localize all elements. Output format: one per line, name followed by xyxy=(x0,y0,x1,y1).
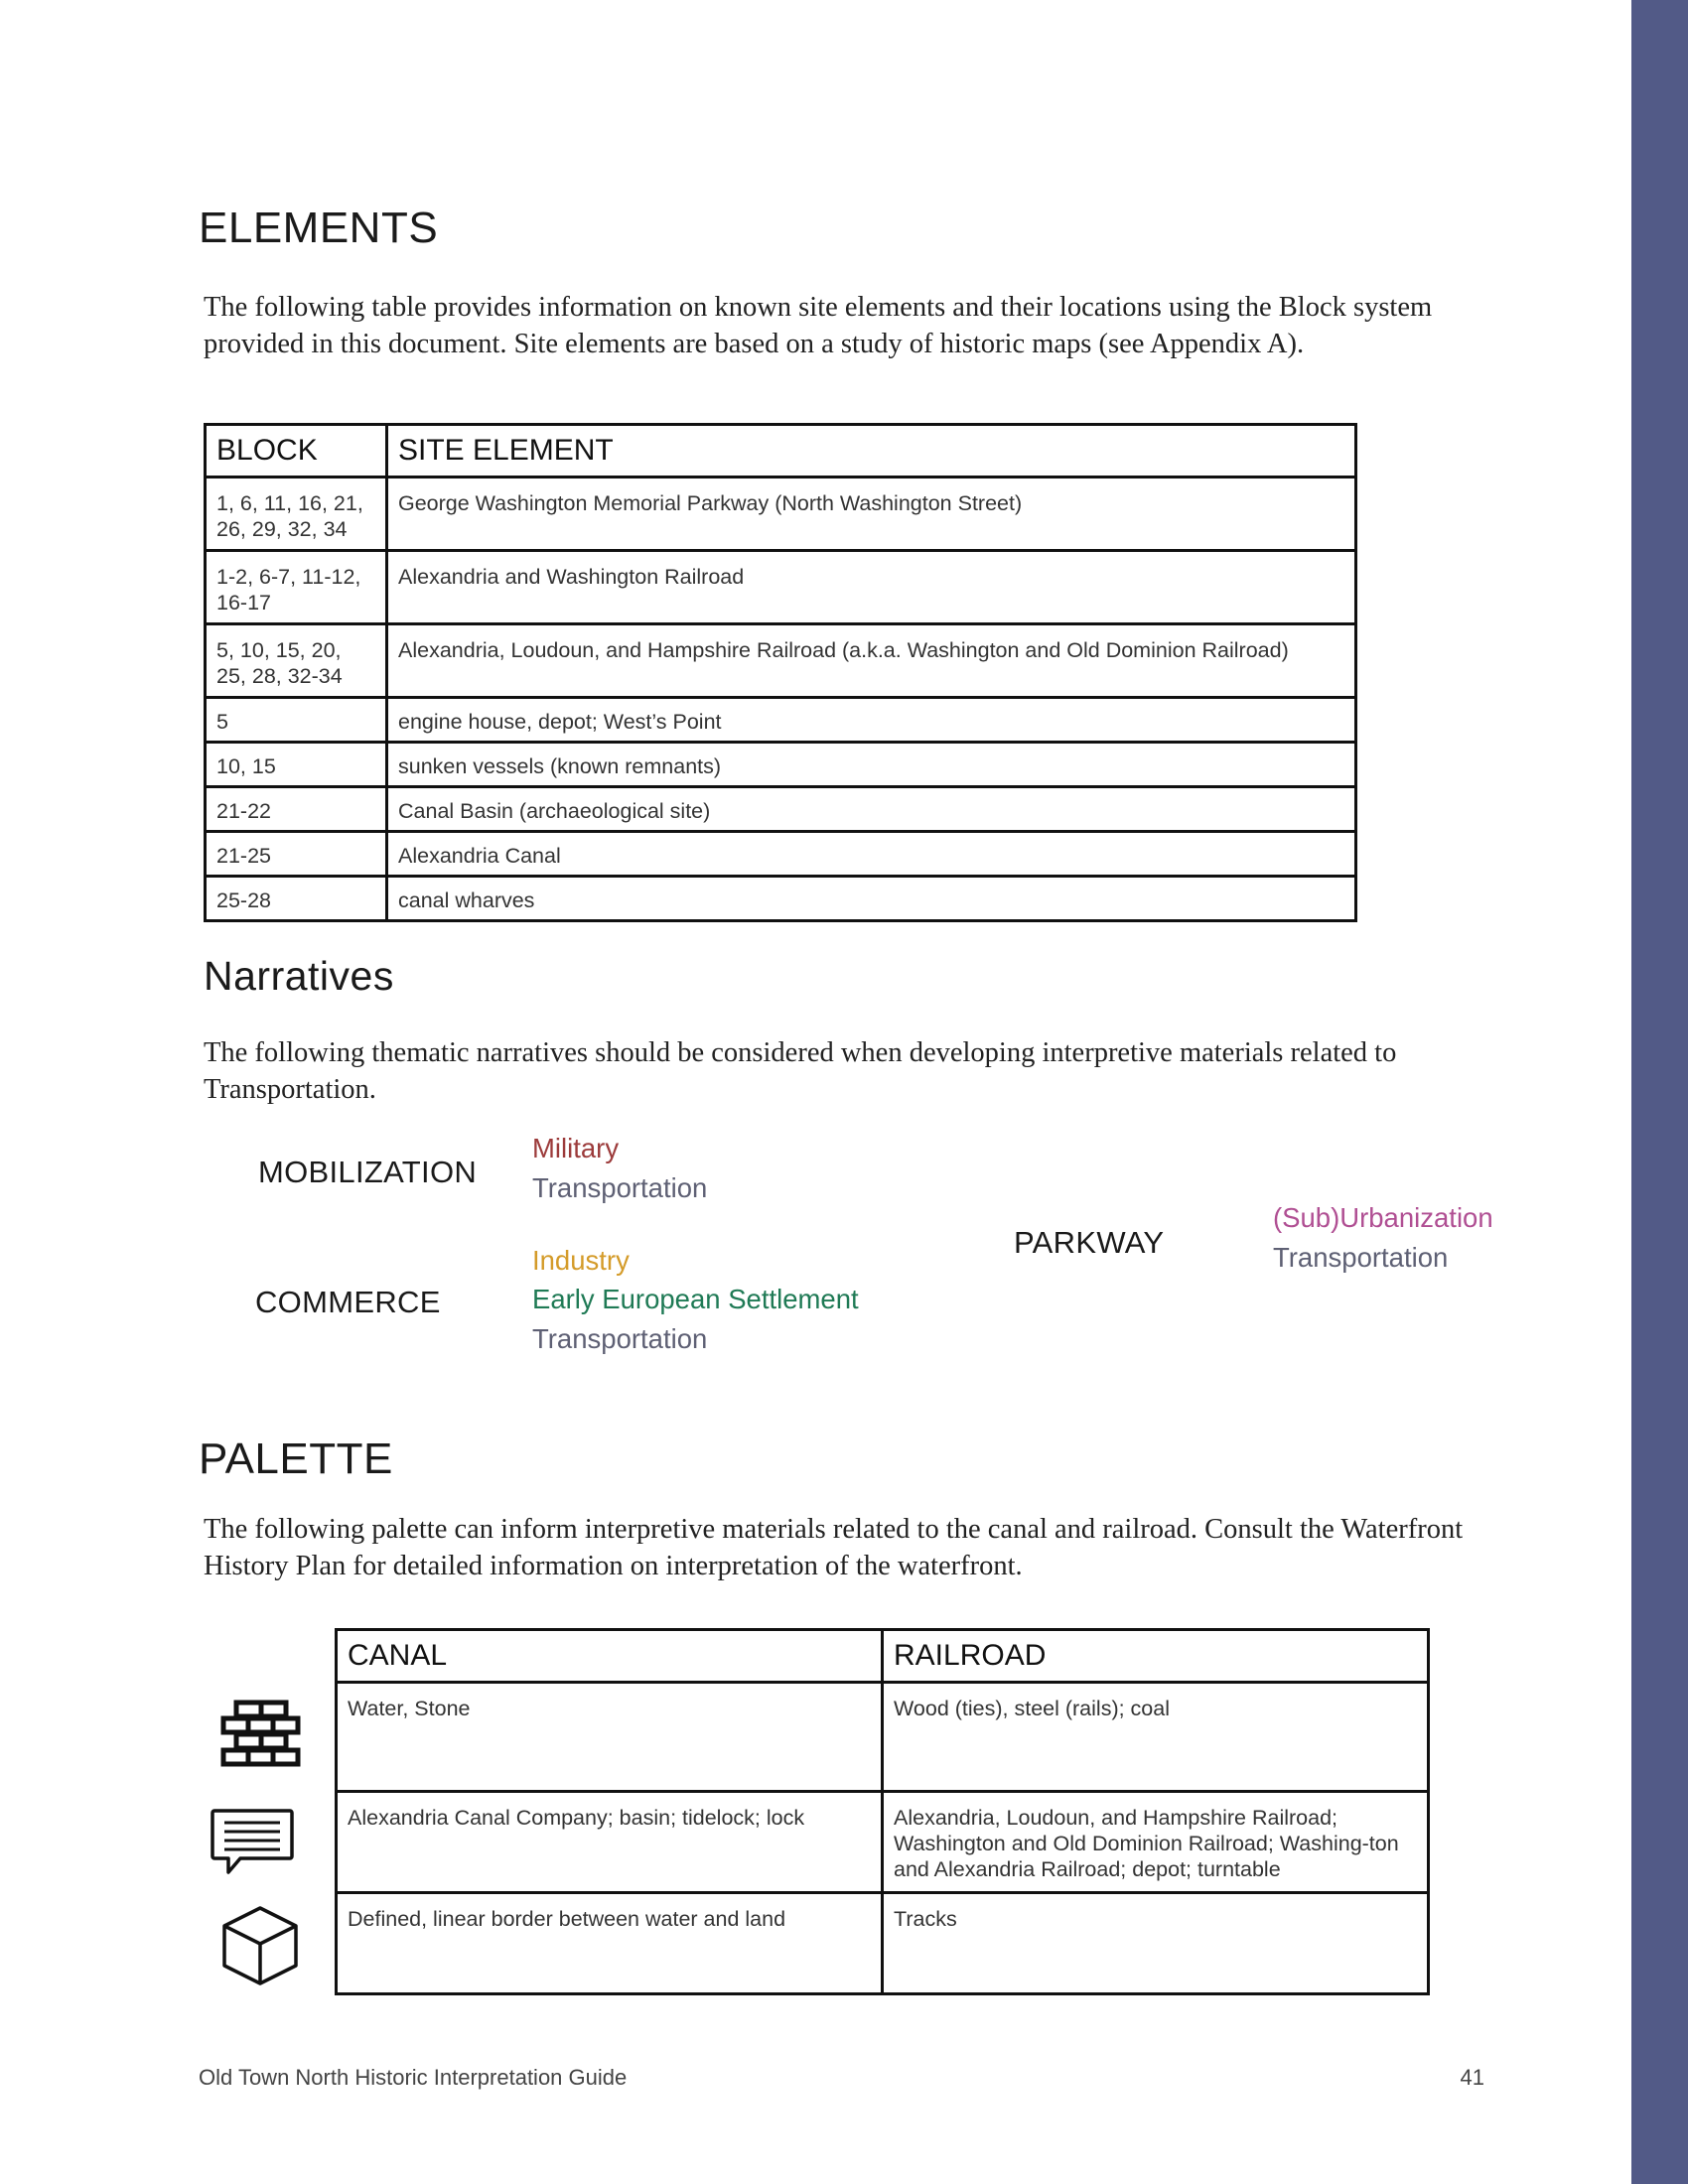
canal-cell: Water, Stone xyxy=(337,1683,883,1792)
railroad-cell: Wood (ties), steel (rails); coal xyxy=(883,1683,1429,1792)
narrative-theme: Transportation xyxy=(532,1323,708,1354)
table-row xyxy=(337,1792,1429,1893)
narrative-label: PARKWAY xyxy=(1014,1225,1165,1260)
table-row xyxy=(337,1683,1429,1792)
railroad-cell: Tracks xyxy=(883,1893,1429,1994)
canal-cell: Alexandria Canal Company; basin; tidelock; lock xyxy=(337,1792,883,1893)
block-cell: 1, 6, 11, 16, 21, 26, 29, 32, 34 xyxy=(206,478,387,551)
table-row xyxy=(206,787,1356,832)
block-column-header: BLOCK xyxy=(206,425,387,478)
block-cell: 21-25 xyxy=(206,832,387,877)
table-row xyxy=(206,624,1356,698)
narrative-theme: Transportation xyxy=(1273,1242,1449,1273)
speech-bubble-icon xyxy=(209,1807,296,1878)
table-row xyxy=(206,877,1356,921)
narrative-label: MOBILIZATION xyxy=(258,1155,478,1189)
palette-intro: The following palette can inform interpretive materials related to the canal and railroad. Consult the Waterfront History Plan for detailed information on interpretation of the waterfront. xyxy=(204,1514,1464,1581)
sidebar-band xyxy=(1631,0,1688,2184)
block-cell: 10, 15 xyxy=(206,743,387,787)
narrative-theme: (Sub)Urbanization xyxy=(1273,1202,1493,1233)
site-element-cell: canal wharves xyxy=(387,877,1356,921)
table-row xyxy=(206,698,1356,743)
block-cell: 5, 10, 15, 20, 25, 28, 32-34 xyxy=(206,624,387,698)
table-row xyxy=(337,1893,1429,1994)
narratives-intro: The following thematic narratives should be considered when developing interpretive materials related to Transportation. xyxy=(204,1037,1397,1105)
cube-icon xyxy=(218,1904,302,1987)
table-row xyxy=(206,743,1356,787)
table-row xyxy=(206,832,1356,877)
narrative-theme: Early European Settlement xyxy=(532,1284,859,1314)
palette-heading: PALETTE xyxy=(199,1434,393,1483)
canal-column-header: CANAL xyxy=(337,1630,883,1683)
narrative-theme: Military xyxy=(532,1133,620,1163)
site-element-cell: Canal Basin (archaeological site) xyxy=(387,787,1356,832)
site-element-cell: Alexandria Canal xyxy=(387,832,1356,877)
table-row xyxy=(206,551,1356,624)
site-element-column-header: SITE ELEMENT xyxy=(387,425,1356,478)
block-cell: 1-2, 6-7, 11-12, 16-17 xyxy=(206,551,387,624)
railroad-cell: Alexandria, Loudoun, and Hampshire Railroad; Washington and Old Dominion Railroad; Washing-ton and Alexandria Railroad; depot; turntable xyxy=(883,1792,1429,1893)
elements-table xyxy=(204,423,1357,922)
site-element-cell: engine house, depot; West’s Point xyxy=(387,698,1356,743)
elements-intro: The following table provides information on known site elements and their locations using the Block system provided in this document. Site elements are based on a study of historic maps (see Appendix A). xyxy=(204,292,1433,359)
narrative-theme: Transportation xyxy=(532,1172,708,1203)
table-header-row xyxy=(206,425,1356,478)
brick-wall-icon xyxy=(220,1700,304,1769)
table-row xyxy=(206,478,1356,551)
narrative-theme: Industry xyxy=(532,1245,630,1276)
elements-heading: ELEMENTS xyxy=(199,204,439,252)
block-cell: 21-22 xyxy=(206,787,387,832)
palette-table xyxy=(335,1628,1430,1995)
site-element-cell: Alexandria, Loudoun, and Hampshire Railroad (a.k.a. Washington and Old Dominion Railroad) xyxy=(387,624,1356,698)
narrative-label: COMMERCE xyxy=(255,1285,441,1319)
block-cell: 5 xyxy=(206,698,387,743)
site-element-cell: George Washington Memorial Parkway (North Washington Street) xyxy=(387,478,1356,551)
railroad-column-header: RAILROAD xyxy=(883,1630,1429,1683)
footer-title: Old Town North Historic Interpretation Guide xyxy=(199,2065,628,2090)
page-number: 41 xyxy=(1460,2065,1484,2090)
narratives-heading: Narratives xyxy=(204,953,394,999)
block-cell: 25-28 xyxy=(206,877,387,921)
site-element-cell: sunken vessels (known remnants) xyxy=(387,743,1356,787)
canal-cell: Defined, linear border between water and land xyxy=(337,1893,883,1994)
site-element-cell: Alexandria and Washington Railroad xyxy=(387,551,1356,624)
table-header-row xyxy=(337,1630,1429,1683)
